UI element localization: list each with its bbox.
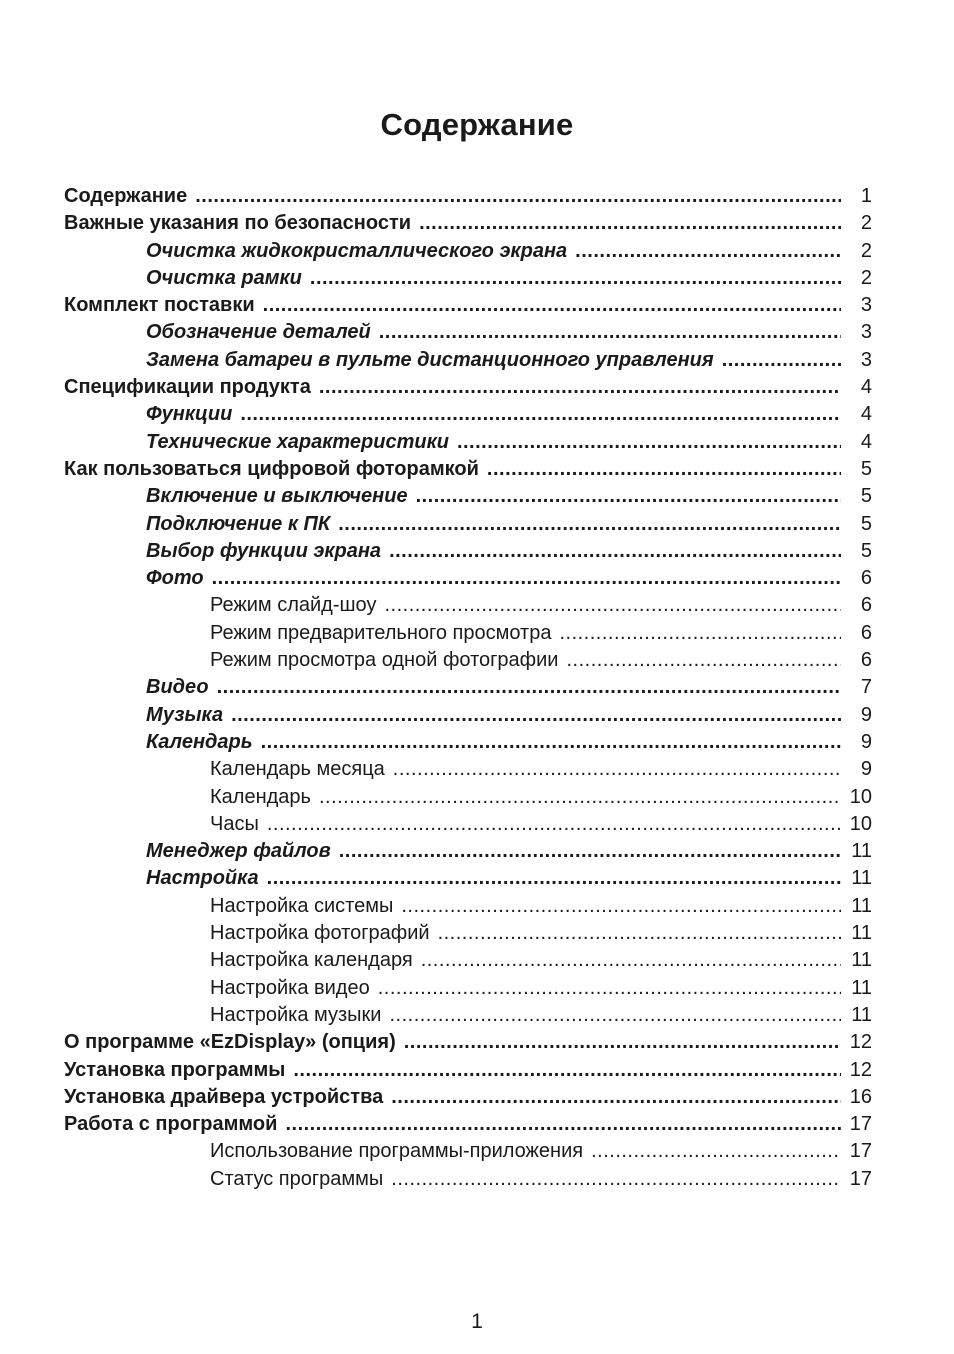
dot-leader (310, 265, 841, 292)
dot-leader (384, 592, 841, 619)
toc-entry[interactable] (64, 374, 872, 401)
toc-entry[interactable] (64, 456, 872, 483)
toc-entry-page-number: 16 (849, 1085, 872, 1108)
toc-entry-page-number: 11 (851, 867, 872, 890)
toc-entry-title: Календарь месяца (210, 758, 385, 781)
toc-entry[interactable] (64, 975, 872, 1002)
toc-entry-page-number: 1 (860, 185, 872, 207)
toc-entry[interactable] (64, 647, 872, 674)
dot-leader (722, 347, 841, 374)
toc-entry[interactable] (64, 238, 872, 265)
toc-entry[interactable] (64, 1002, 872, 1029)
toc-entry-title: Фото (146, 567, 204, 590)
toc-entry-page-number: 10 (849, 785, 872, 808)
toc-entry[interactable] (64, 1029, 872, 1056)
toc-entry-page-number: 6 (860, 594, 872, 617)
toc-entry-title: Режим предварительного просмотра (210, 621, 552, 644)
dot-leader (293, 1057, 841, 1084)
toc-entry-title: Важные указания по безопасности (64, 212, 412, 235)
toc-entry-page-number: 5 (860, 457, 872, 480)
toc-entry[interactable] (64, 429, 872, 456)
toc-entry-title: Режим просмотра одной фотографии (210, 649, 559, 672)
toc-entry-page-number: 5 (860, 485, 872, 508)
toc-entry[interactable] (64, 1138, 872, 1165)
dot-leader (487, 456, 841, 483)
toc-entry-page-number: 3 (860, 321, 872, 344)
toc-entry[interactable] (64, 1057, 872, 1084)
dot-leader (559, 620, 841, 647)
toc-entry[interactable] (64, 183, 872, 210)
toc-entry-title: Работа с программой (64, 1113, 278, 1136)
toc-entry[interactable] (64, 401, 872, 428)
toc-entry-title: Настройка фотографий (210, 922, 430, 945)
dot-leader (195, 183, 841, 210)
toc-entry[interactable] (64, 920, 872, 947)
toc-entry-page-number: 6 (860, 567, 872, 590)
toc-entry-page-number: 4 (860, 376, 872, 399)
toc-entry[interactable] (64, 483, 872, 510)
dot-leader (393, 756, 841, 783)
toc-entry-title: Установка программы (64, 1058, 286, 1081)
dot-leader (267, 865, 841, 892)
toc-entry-page-number: 4 (860, 403, 872, 426)
toc-entry[interactable] (64, 1166, 872, 1193)
dot-leader (404, 1029, 841, 1056)
toc-entry[interactable] (64, 292, 872, 319)
toc-entry-title: Содержание (64, 185, 188, 207)
toc-entry[interactable] (64, 347, 872, 374)
toc-entry[interactable] (64, 1084, 872, 1111)
dot-leader (575, 238, 841, 265)
dot-leader (319, 784, 841, 811)
page-title: Содержание (380, 107, 574, 142)
dot-leader (421, 947, 841, 974)
toc-entry[interactable] (64, 620, 872, 647)
dot-leader (267, 811, 841, 838)
toc-entry-title: Календарь (210, 785, 311, 808)
toc-entry[interactable] (64, 1111, 872, 1138)
toc-entry-title: Музыка (146, 703, 224, 726)
toc-entry-title: О программе «EzDisplay» (опция) (64, 1031, 396, 1054)
toc-entry-page-number: 3 (860, 348, 872, 371)
dot-leader (378, 975, 841, 1002)
toc-entry-page-number: 4 (860, 430, 872, 453)
dot-leader (261, 729, 841, 756)
dot-leader (240, 401, 841, 428)
toc-entry-title: Установка драйвера устройства (64, 1085, 384, 1108)
toc-entry-title: Настройка календаря (210, 949, 413, 972)
toc-entry-page-number: 10 (849, 812, 872, 835)
toc-entry[interactable] (64, 811, 872, 838)
toc-entry-page-number: 17 (849, 1113, 872, 1136)
toc-entry-page-number: 12 (849, 1058, 872, 1081)
toc-entry-title: Часы (210, 812, 259, 835)
toc-entry-page-number: 17 (849, 1167, 872, 1190)
toc-entry-page-number: 11 (851, 840, 872, 863)
toc-entry[interactable] (64, 838, 872, 865)
dot-leader (401, 893, 841, 920)
dot-leader (419, 210, 841, 237)
toc-entry-title: Выбор функции экрана (146, 539, 382, 562)
toc-entry-title: Обозначение деталей (146, 321, 371, 344)
toc-entry-title: Очистка рамки (146, 266, 302, 289)
toc-entry-title: Настройка системы (210, 894, 394, 917)
toc-entry[interactable] (64, 565, 872, 592)
toc-entry-title: Статус программы (210, 1167, 384, 1190)
toc-entry-page-number: 6 (860, 621, 872, 644)
toc-entry-title: Настройка музыки (210, 1003, 382, 1026)
dot-leader (389, 1002, 841, 1029)
toc-entry[interactable] (64, 319, 872, 346)
toc-entry[interactable] (64, 702, 872, 729)
toc-entry-page-number: 9 (860, 730, 872, 753)
toc-entry-page-number: 11 (851, 1003, 872, 1026)
dot-leader (285, 1111, 841, 1138)
dot-leader (217, 674, 841, 701)
toc-entry-title: Календарь (146, 730, 253, 753)
dot-leader (566, 647, 841, 674)
dot-leader (457, 429, 841, 456)
dot-leader (391, 1084, 841, 1111)
page-number: 1 (471, 1310, 483, 1333)
toc-entry-title: Менеджер файлов (146, 840, 331, 863)
toc-entry-title: Подключение к ПК (146, 512, 331, 535)
toc-entry-page-number: 2 (860, 239, 872, 262)
toc-entry-title: Настройка видео (210, 976, 370, 999)
toc-entry-page-number: 11 (851, 894, 872, 917)
toc-entry-title: Функции (146, 403, 233, 426)
dot-leader (212, 565, 841, 592)
toc-entry-title: Замена батареи в пульте дистанционного управления (146, 348, 714, 371)
dot-leader (231, 702, 841, 729)
toc-entry-page-number: 11 (851, 976, 872, 999)
toc-entry-title: Очистка жидкокристаллического экрана (146, 239, 568, 262)
toc-entry-page-number: 5 (860, 512, 872, 535)
toc-entry-title: Настройка (146, 867, 259, 890)
toc-entry[interactable] (64, 893, 872, 920)
toc-entry-page-number: 11 (851, 949, 872, 972)
toc-entry-title: Спецификации продукта (64, 376, 311, 399)
toc-entry[interactable] (64, 511, 872, 538)
toc-entry-title: Технические характеристики (146, 430, 449, 453)
toc-entry-page-number: 6 (860, 649, 872, 672)
toc-entry-title: Режим слайд-шоу (210, 594, 377, 617)
dot-leader (339, 838, 841, 865)
toc-entry-title: Использование программы-приложения (210, 1140, 584, 1163)
toc-entry[interactable] (64, 538, 872, 565)
dot-leader (263, 292, 841, 319)
toc-entry-page-number: 17 (849, 1140, 872, 1163)
toc-entry[interactable] (64, 756, 872, 783)
toc-entry-page-number: 7 (860, 676, 872, 699)
toc-entry-title: Как пользоваться цифровой фоторамкой (64, 457, 479, 480)
toc-entry-page-number: 12 (849, 1031, 872, 1054)
dot-leader (591, 1138, 841, 1165)
toc-entry-title: Видео (146, 676, 209, 699)
toc-entry[interactable] (64, 674, 872, 701)
toc-entry-title: Включение и выключение (146, 485, 408, 508)
dot-leader (379, 319, 841, 346)
dot-leader (416, 483, 841, 510)
toc-entry-title: Комплект поставки (64, 294, 255, 317)
dot-leader (338, 511, 841, 538)
dot-leader (438, 920, 841, 947)
toc-entry[interactable] (64, 265, 872, 292)
toc-entry-page-number: 5 (860, 539, 872, 562)
toc-entry[interactable] (64, 592, 872, 619)
table-of-contents (64, 183, 872, 1193)
toc-entry-page-number: 2 (860, 266, 872, 289)
toc-entry-page-number: 9 (860, 758, 872, 781)
toc-entry-page-number: 11 (851, 922, 872, 945)
toc-entry[interactable] (64, 784, 872, 811)
toc-entry[interactable] (64, 210, 872, 237)
dot-leader (391, 1166, 841, 1193)
toc-entry-page-number: 2 (860, 212, 872, 235)
toc-entry[interactable] (64, 729, 872, 756)
dot-leader (319, 374, 841, 401)
toc-entry[interactable] (64, 865, 872, 892)
toc-entry-page-number: 9 (860, 703, 872, 726)
toc-entry[interactable] (64, 947, 872, 974)
dot-leader (389, 538, 841, 565)
toc-entry-page-number: 3 (860, 294, 872, 317)
